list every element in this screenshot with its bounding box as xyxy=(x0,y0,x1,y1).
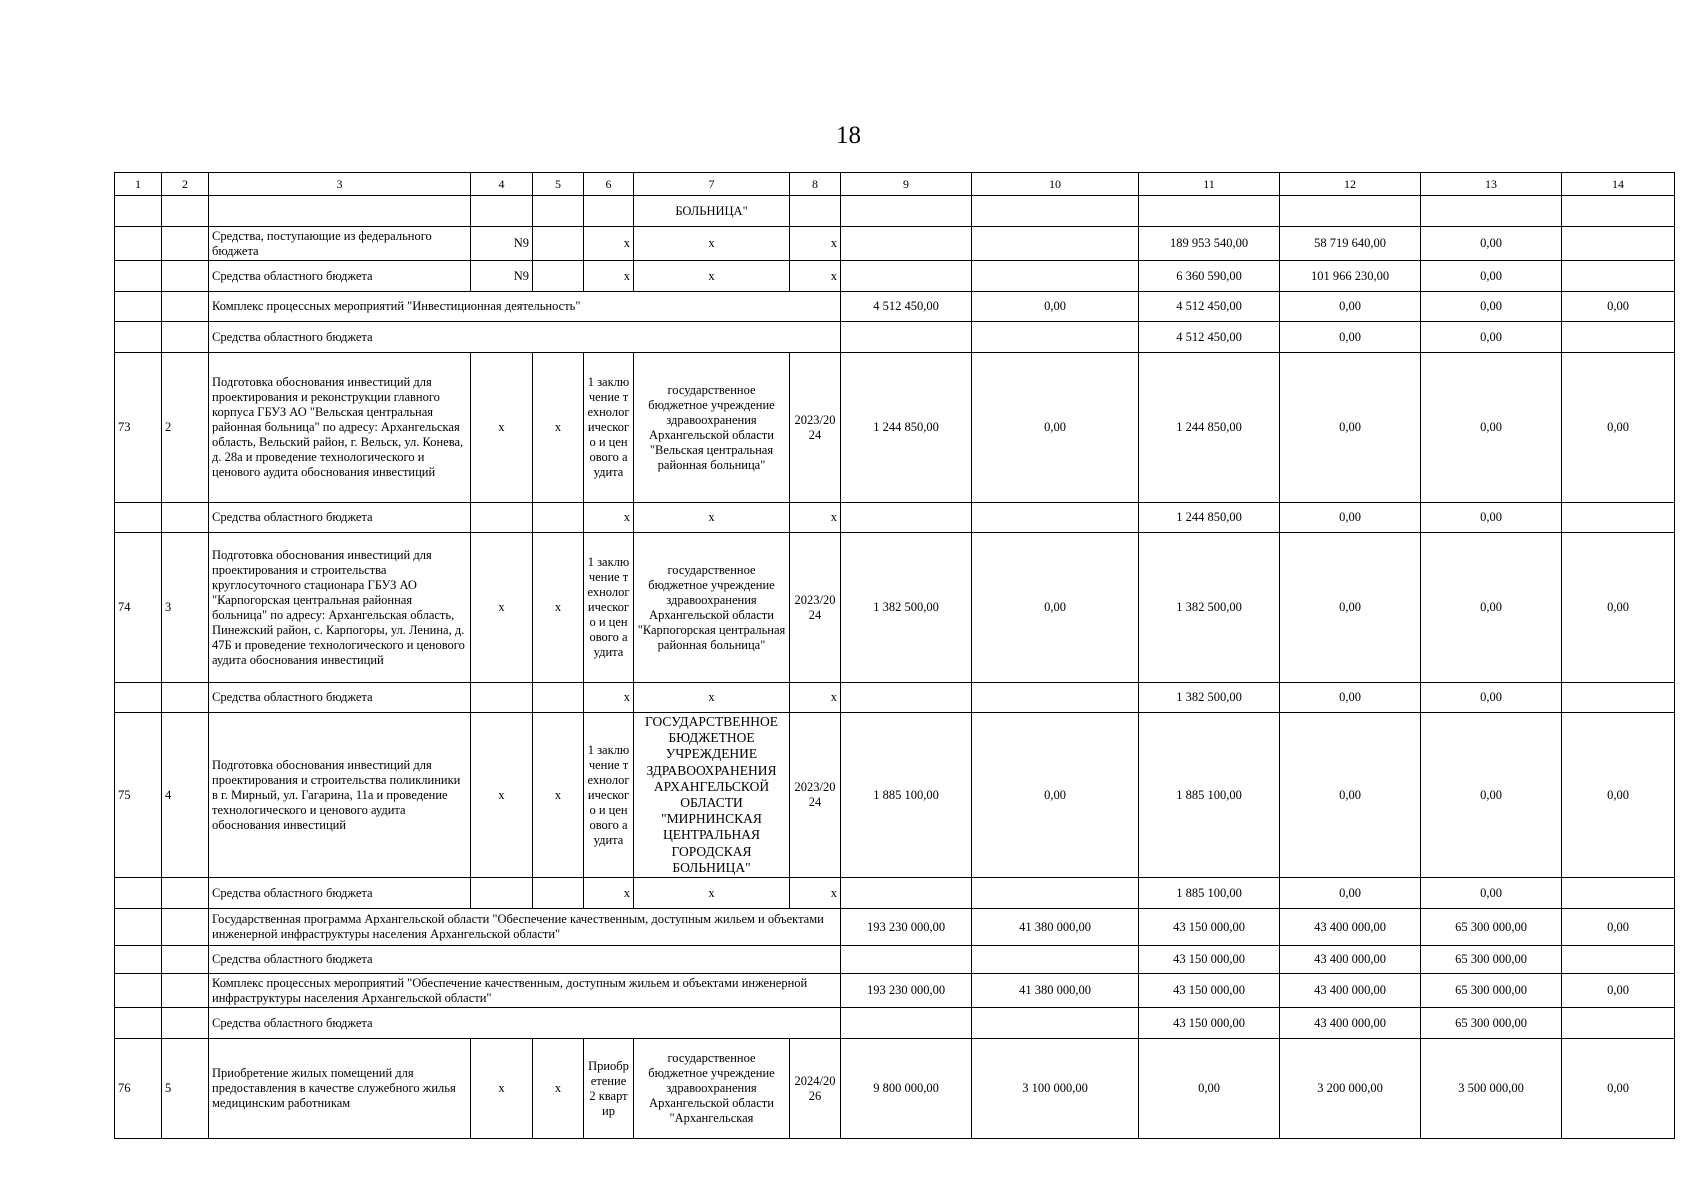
table-row xyxy=(115,503,1675,533)
funding-source-label: Средства областного бюджета xyxy=(209,322,841,353)
result-cell: Приобретение 2 квартир xyxy=(584,1039,634,1139)
table-row xyxy=(115,1008,1675,1039)
table-row xyxy=(115,1039,1675,1139)
amount-cell: 0,00 xyxy=(1280,322,1421,353)
executor-cell: БОЛЬНИЦА" xyxy=(634,196,790,227)
program-title: Государственная программа Архангельской области "Обеспечение качественным, доступным жильем и объектами инженерной инфраструктуры населения Архангельской области" xyxy=(209,909,841,946)
amount-cell: 189 953 540,00 xyxy=(1139,227,1280,261)
header-cell: 9 xyxy=(841,173,972,196)
amount-cell: 0,00 xyxy=(1562,974,1675,1008)
table-row xyxy=(115,196,1675,227)
row-number: 76 xyxy=(115,1039,162,1139)
amount-cell: 43 400 000,00 xyxy=(1280,1008,1421,1039)
period-cell: 2023/2024 xyxy=(790,353,841,503)
executor-cell: государственное бюджетное учреждение здравоохранения Архангельской области "Вельская центральная районная больница" xyxy=(634,353,790,503)
cell: x xyxy=(471,353,533,503)
table-row xyxy=(115,713,1675,878)
cell: x xyxy=(471,713,533,878)
amount-cell: 41 380 000,00 xyxy=(972,974,1139,1008)
amount-cell: 3 500 000,00 xyxy=(1421,1039,1562,1139)
amount-cell: 0,00 xyxy=(1280,353,1421,503)
amount-cell: 0,00 xyxy=(972,292,1139,322)
header-cell: 10 xyxy=(972,173,1139,196)
amount-cell: 0,00 xyxy=(1562,292,1675,322)
amount-cell: 0,00 xyxy=(1280,533,1421,683)
amount-cell: 3 100 000,00 xyxy=(972,1039,1139,1139)
code-cell: N9 xyxy=(471,227,533,261)
cell: x xyxy=(634,683,790,713)
period-cell: 2023/2024 xyxy=(790,713,841,878)
cell: x xyxy=(584,878,634,909)
amount-cell: 1 244 850,00 xyxy=(841,353,972,503)
table-row xyxy=(115,909,1675,946)
amount-cell: 43 400 000,00 xyxy=(1280,946,1421,974)
table-row xyxy=(115,878,1675,909)
funding-source-label: Средства областного бюджета xyxy=(209,503,471,533)
amount-cell: 0,00 xyxy=(1280,713,1421,878)
complex-title: Комплекс процессных мероприятий "Обеспечение качественным, доступным жильем и объектами инженерной инфраструктуры населения Архангельской области" xyxy=(209,974,841,1008)
funding-source-label: Средства областного бюджета xyxy=(209,1008,841,1039)
amount-cell: 0,00 xyxy=(1421,503,1562,533)
amount-cell: 4 512 450,00 xyxy=(1139,322,1280,353)
amount-cell: 0,00 xyxy=(1280,683,1421,713)
table-row xyxy=(115,227,1675,261)
cell: x xyxy=(634,261,790,292)
cell: x xyxy=(790,683,841,713)
row-index: 2 xyxy=(162,353,209,503)
code-cell: N9 xyxy=(471,261,533,292)
amount-cell: 0,00 xyxy=(1421,292,1562,322)
amount-cell: 1 244 850,00 xyxy=(1139,353,1280,503)
table-row xyxy=(115,353,1675,503)
row-index: 4 xyxy=(162,713,209,878)
header-cell: 6 xyxy=(584,173,634,196)
period-cell: 2023/2024 xyxy=(790,533,841,683)
amount-cell: 4 512 450,00 xyxy=(841,292,972,322)
cell: x xyxy=(790,261,841,292)
amount-cell: 0,00 xyxy=(1421,322,1562,353)
amount-cell: 41 380 000,00 xyxy=(972,909,1139,946)
header-cell: 12 xyxy=(1280,173,1421,196)
header-cell: 2 xyxy=(162,173,209,196)
amount-cell: 0,00 xyxy=(1280,503,1421,533)
funding-source-label: Средства областного бюджета xyxy=(209,261,471,292)
cell: x xyxy=(533,533,584,683)
amount-cell: 0,00 xyxy=(1562,713,1675,878)
table-row xyxy=(115,683,1675,713)
page-number: 18 xyxy=(836,122,861,149)
amount-cell: 1 382 500,00 xyxy=(841,533,972,683)
amount-cell: 1 885 100,00 xyxy=(1139,878,1280,909)
row-index: 3 xyxy=(162,533,209,683)
cell: x xyxy=(533,353,584,503)
amount-cell: 43 150 000,00 xyxy=(1139,974,1280,1008)
amount-cell: 0,00 xyxy=(1562,533,1675,683)
table-row xyxy=(115,261,1675,292)
executor-cell: ГОСУДАРСТВЕННОЕ БЮДЖЕТНОЕ УЧРЕЖДЕНИЕ ЗДРАВООХРАНЕНИЯ АРХАНГЕЛЬСКОЙ ОБЛАСТИ "МИРНИНСКАЯ ЦЕНТРАЛЬНАЯ ГОРОДСКАЯ БОЛЬНИЦА" xyxy=(634,713,790,878)
amount-cell: 65 300 000,00 xyxy=(1421,974,1562,1008)
cell: x xyxy=(584,227,634,261)
amount-cell: 9 800 000,00 xyxy=(841,1039,972,1139)
funding-source-label: Средства областного бюджета xyxy=(209,683,471,713)
amount-cell: 43 400 000,00 xyxy=(1280,974,1421,1008)
amount-cell: 0,00 xyxy=(1280,292,1421,322)
amount-cell: 65 300 000,00 xyxy=(1421,1008,1562,1039)
header-cell: 13 xyxy=(1421,173,1562,196)
amount-cell: 0,00 xyxy=(1421,353,1562,503)
cell: x xyxy=(471,1039,533,1139)
amount-cell: 4 512 450,00 xyxy=(1139,292,1280,322)
row-index: 5 xyxy=(162,1039,209,1139)
amount-cell: 43 400 000,00 xyxy=(1280,909,1421,946)
header-row xyxy=(115,173,1675,196)
budget-table xyxy=(114,172,1675,1139)
table-row xyxy=(115,946,1675,974)
amount-cell: 43 150 000,00 xyxy=(1139,909,1280,946)
amount-cell: 43 150 000,00 xyxy=(1139,1008,1280,1039)
result-cell: 1 заключение технологического и ценового аудита xyxy=(584,353,634,503)
header-cell: 11 xyxy=(1139,173,1280,196)
header-cell: 7 xyxy=(634,173,790,196)
amount-cell: 1 382 500,00 xyxy=(1139,683,1280,713)
row-number: 75 xyxy=(115,713,162,878)
amount-cell: 0,00 xyxy=(1562,1039,1675,1139)
amount-cell: 193 230 000,00 xyxy=(841,909,972,946)
amount-cell: 1 885 100,00 xyxy=(841,713,972,878)
amount-cell: 0,00 xyxy=(1562,909,1675,946)
result-cell: 1 заключение технологического и ценового аудита xyxy=(584,713,634,878)
amount-cell: 0,00 xyxy=(1421,878,1562,909)
amount-cell: 3 200 000,00 xyxy=(1280,1039,1421,1139)
cell: x xyxy=(584,261,634,292)
amount-cell: 1 244 850,00 xyxy=(1139,503,1280,533)
period-cell: 2024/2026 xyxy=(790,1039,841,1139)
header-cell: 4 xyxy=(471,173,533,196)
funding-source-label: Средства областного бюджета xyxy=(209,946,841,974)
funding-source-label: Средства, поступающие из федерального бюджета xyxy=(209,227,471,261)
funding-source-label: Средства областного бюджета xyxy=(209,878,471,909)
executor-cell: государственное бюджетное учреждение здравоохранения Архангельской области "Архангельская xyxy=(634,1039,790,1139)
amount-cell: 1 885 100,00 xyxy=(1139,713,1280,878)
table-row xyxy=(115,292,1675,322)
amount-cell: 193 230 000,00 xyxy=(841,974,972,1008)
cell: x xyxy=(634,503,790,533)
header-cell: 1 xyxy=(115,173,162,196)
row-number: 73 xyxy=(115,353,162,503)
amount-cell: 0,00 xyxy=(1139,1039,1280,1139)
project-name: Подготовка обоснования инвестиций для проектирования и строительства поликлиники в г. Мирный, ул. Гагарина, 11а и проведение технологического и ценового аудита обоснования инвестиций xyxy=(209,713,471,878)
cell: x xyxy=(533,1039,584,1139)
cell: x xyxy=(471,533,533,683)
project-name: Приобретение жилых помещений для предоставления в качестве служебного жилья медицинским работникам xyxy=(209,1039,471,1139)
executor-cell: государственное бюджетное учреждение здравоохранения Архангельской области "Карпогорская центральная районная больница" xyxy=(634,533,790,683)
complex-title: Комплекс процессных мероприятий "Инвестиционная деятельность" xyxy=(209,292,841,322)
amount-cell: 0,00 xyxy=(1421,713,1562,878)
amount-cell: 0,00 xyxy=(972,713,1139,878)
amount-cell: 58 719 640,00 xyxy=(1280,227,1421,261)
header-cell: 14 xyxy=(1562,173,1675,196)
cell: x xyxy=(790,503,841,533)
amount-cell: 65 300 000,00 xyxy=(1421,946,1562,974)
amount-cell: 0,00 xyxy=(1421,261,1562,292)
amount-cell: 0,00 xyxy=(1421,683,1562,713)
amount-cell: 43 150 000,00 xyxy=(1139,946,1280,974)
header-cell: 5 xyxy=(533,173,584,196)
amount-cell: 0,00 xyxy=(1280,878,1421,909)
amount-cell: 0,00 xyxy=(1421,227,1562,261)
table-row xyxy=(115,533,1675,683)
row-number: 74 xyxy=(115,533,162,683)
table-row xyxy=(115,322,1675,353)
amount-cell: 1 382 500,00 xyxy=(1139,533,1280,683)
cell: x xyxy=(634,878,790,909)
amount-cell: 6 360 590,00 xyxy=(1139,261,1280,292)
result-cell: 1 заключение технологического и ценового аудита xyxy=(584,533,634,683)
header-cell: 8 xyxy=(790,173,841,196)
amount-cell: 101 966 230,00 xyxy=(1280,261,1421,292)
cell: x xyxy=(584,503,634,533)
cell: x xyxy=(634,227,790,261)
amount-cell: 0,00 xyxy=(1562,353,1675,503)
amount-cell: 0,00 xyxy=(972,353,1139,503)
cell: x xyxy=(533,713,584,878)
amount-cell: 0,00 xyxy=(1421,533,1562,683)
header-cell: 3 xyxy=(209,173,471,196)
amount-cell: 65 300 000,00 xyxy=(1421,909,1562,946)
project-name: Подготовка обоснования инвестиций для проектирования и реконструкции главного корпуса ГБУЗ АО "Вельская центральная районная больница" по адресу: Архангельская область, Вельский район, г. Вельск, ул. Конева, д. 28а и проведение технологического и ценового аудита обоснования инвестиций xyxy=(209,353,471,503)
table-row xyxy=(115,974,1675,1008)
amount-cell: 0,00 xyxy=(972,533,1139,683)
cell: x xyxy=(790,878,841,909)
project-name: Подготовка обоснования инвестиций для проектирования и строительства круглосуточного стационара ГБУЗ АО "Карпогорская центральная районная больница" по адресу: Архангельская область, Пинежский район, с. Карпогоры, ул. Ленина, д. 47Б и проведение технологического и ценового аудита обоснования инвестиций xyxy=(209,533,471,683)
cell: x xyxy=(790,227,841,261)
cell: x xyxy=(584,683,634,713)
